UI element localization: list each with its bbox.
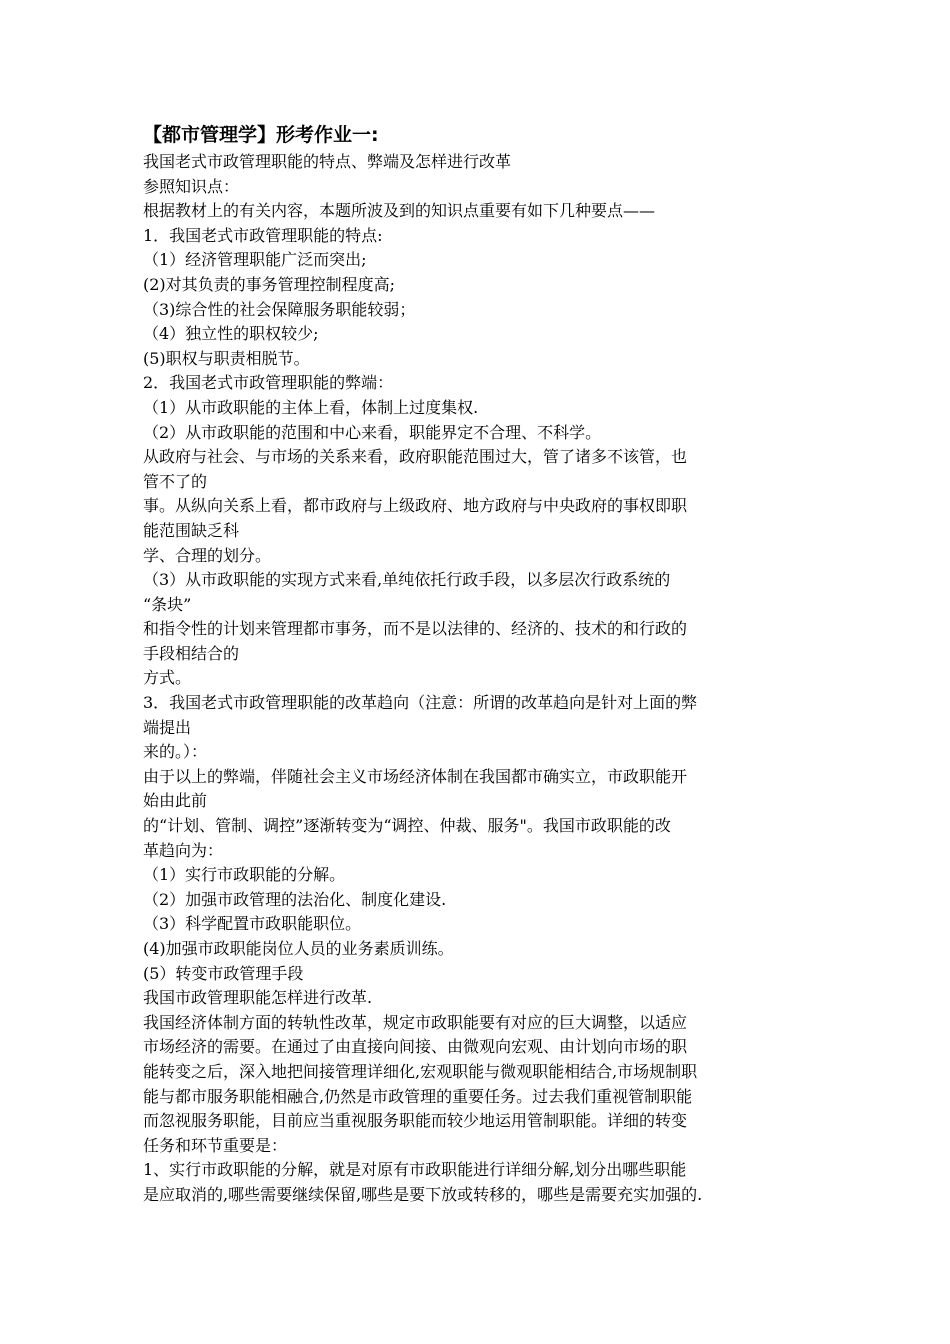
text-line: 参照知识点： [143,176,240,196]
text-line: 1．我国老式市政管理职能的特点: [143,225,383,245]
text-line: 1、实行市政职能的分解，就是对原有市政职能进行详细分解,划分出哪些职能 [143,1160,687,1180]
text-line: 能范围缺乏科 [143,520,240,540]
text-line: 而忽视服务职能，目前应当重视服务职能而较少地运用管制职能。详细的转变 [143,1111,688,1131]
text-line: （3）科学配置市政职能职位。 [143,914,362,934]
text-line: 从政府与社会、与市场的关系来看，政府职能范围过大，管了诸多不该管，也 [143,447,688,467]
text-line: 的“计划、管制、调控”逐渐转变为“调控、仲裁、服务"。我国市政职能的改 [143,816,671,836]
text-line: 端提出 [143,717,192,737]
text-line: 2．我国老式市政管理职能的弊端： [143,373,394,393]
text-line: 始由此前 [143,791,208,811]
text-line: (5）转变市政管理手段 [143,963,304,983]
text-line: （3）从市政职能的实现方式来看,单纯依托行政手段，以多层次行政系统的 [143,570,671,590]
text-line: （2）加强市政管理的法治化、制度化建设. [143,889,447,909]
text-line: （4）独立性的职权较少; [143,324,319,344]
text-line: 和指令性的计划来管理都市事务，而不是以法律的、经济的、技术的和行政的 [143,619,688,639]
text-line: 市场经济的需要。在通过了由直接向间接、由微观向宏观、由计划向市场的职 [143,1037,688,1057]
text-line: “条块” [143,594,192,614]
text-line: 由于以上的弊端，伴随社会主义市场经济体制在我国都市确实立，市政职能开 [143,766,688,786]
text-line: (5)职权与职责相脱节。 [143,348,310,368]
text-line: 来的。）： [143,742,208,762]
text-line: 我国市政管理职能怎样进行改革. [143,988,373,1008]
text-line: 是应取消的,哪些需要继续保留,哪些是要下放或转移的，哪些是需要充实加强的. [143,1184,703,1204]
text-line: 革趋向为： [143,840,224,860]
text-line: (4)加强市政职能岗位人员的业务素质训练。 [143,939,454,958]
text-line: 管不了的 [143,471,208,491]
document-title: 【都市管理学】形考作业一: [143,124,379,146]
text-line: 事。从纵向关系上看，都市政府与上级政府、地方政府与中央政府的事权即职 [143,496,688,516]
text-line: 3．我国老式市政管理职能的改革趋向（注意：所谓的改革趋向是针对上面的弊 [143,693,698,713]
text-line: 任务和环节重要是： [143,1135,288,1155]
text-line: （2）从市政职能的范围和中心来看，职能界定不合理、不科学。 [143,422,602,442]
text-line: （3)综合性的社会保障服务职能较弱； [143,299,416,319]
text-line: 能转变之后，深入地把间接管理详细化,宏观职能与微观职能相结合,市场规制职 [143,1061,698,1081]
text-line: 我国老式市政管理职能的特点、弊端及怎样进行改革 [143,152,512,171]
text-line: （1）实行市政职能的分解。 [143,865,346,885]
text-line: 手段相结合的 [143,643,240,663]
document-page [143,120,815,1208]
text-line: （1）经济管理职能广泛而突出; [143,250,367,270]
text-line: 方式。 [143,668,192,688]
text-line: （1）从市政职能的主体上看，体制上过度集权. [143,397,479,417]
text-line: 根据教材上的有关内容，本题所波及到的知识点重要有如下几种要点—— [143,201,656,221]
text-line: 能与都市服务职能相融合,仍然是市政管理的重要任务。过去我们重视管制职能 [143,1086,693,1106]
text-line: 学、合理的划分。 [143,545,272,565]
text-line: (2)对其负责的事务管理控制程度高; [143,274,396,294]
text-line: 我国经济体制方面的转轨性改革，规定市政职能要有对应的巨大调整，以适应 [143,1012,688,1032]
document-body [143,150,815,1208]
